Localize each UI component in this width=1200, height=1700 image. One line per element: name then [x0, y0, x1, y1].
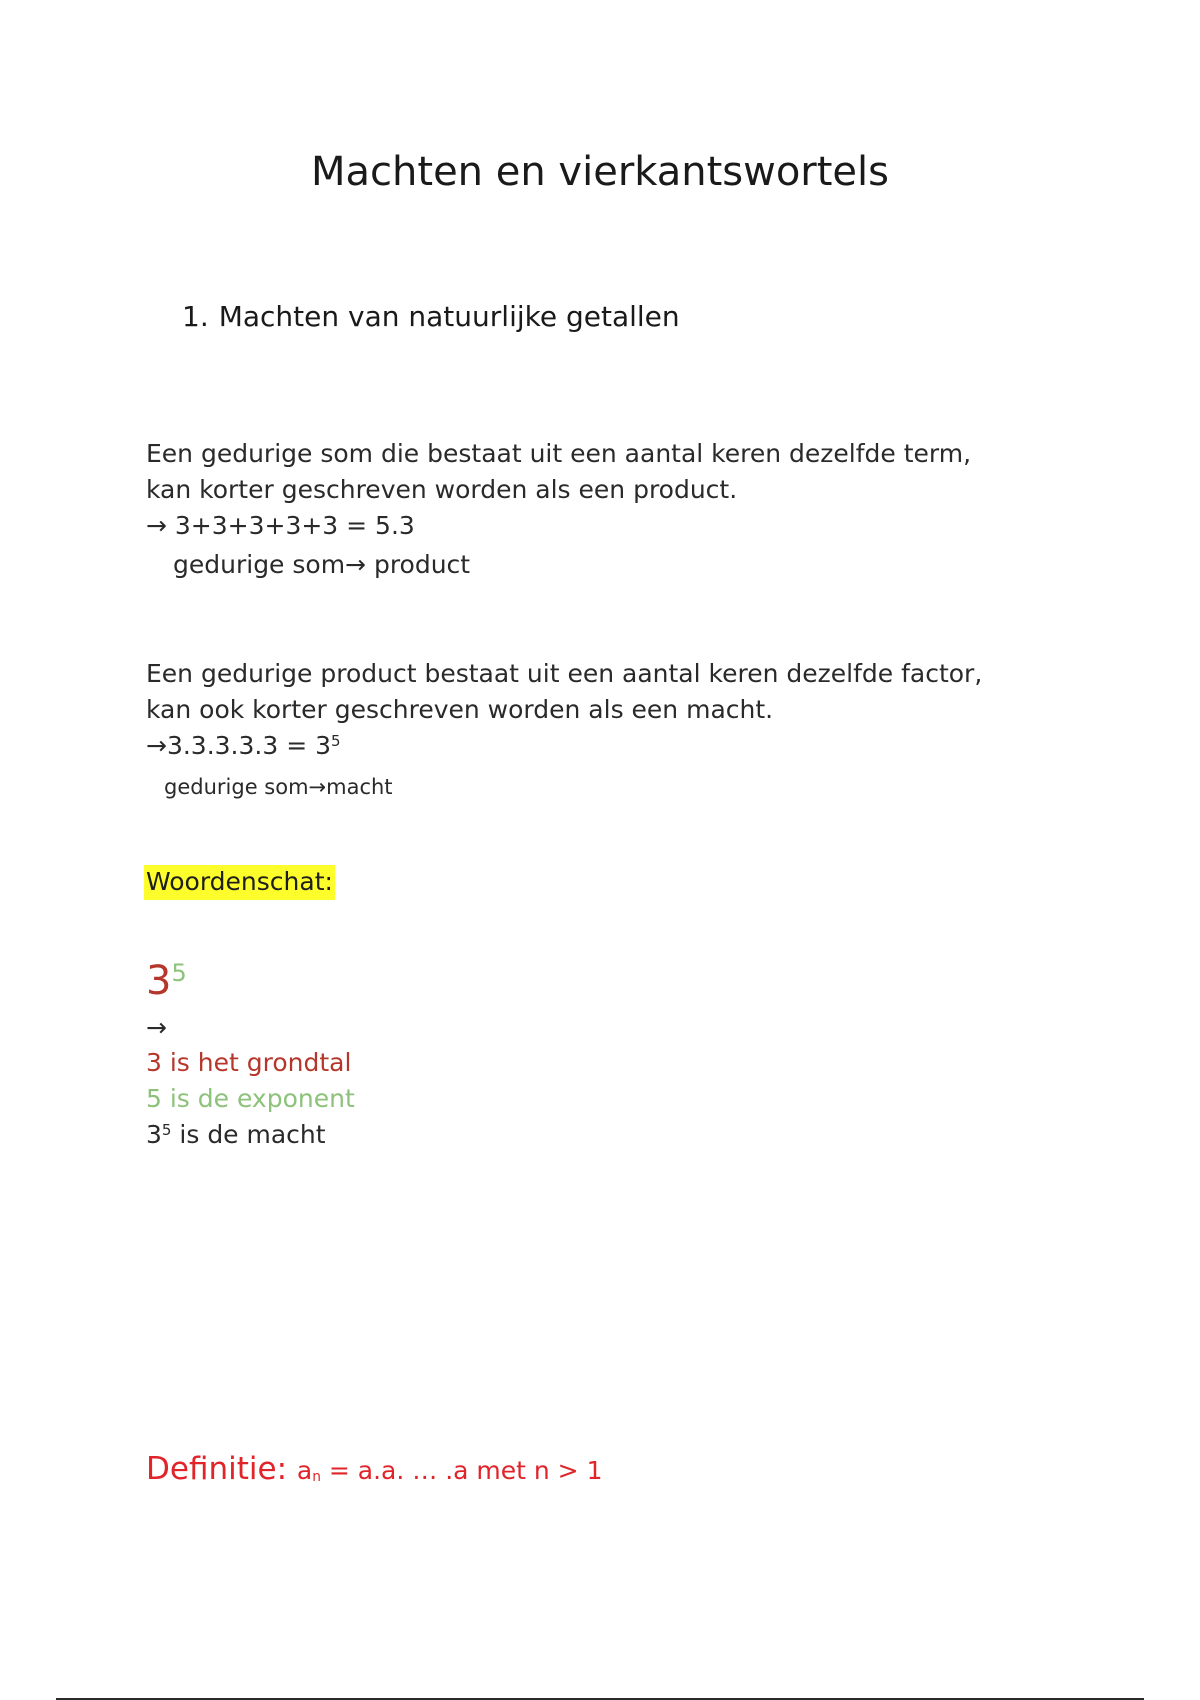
vocabulary-heading: Woordenschat:: [144, 865, 335, 900]
vocabulary-exponent: 5 is de exponent: [146, 1084, 355, 1113]
definition-base: a: [296, 1456, 313, 1485]
vocabulary-macht-exponent: 5: [161, 1120, 172, 1139]
vocabulary-macht: [146, 1117, 326, 1153]
paragraph-2-example-exponent: 5: [331, 731, 341, 750]
section-heading: [182, 300, 680, 334]
paragraph-1-line-1: Een gedurige som die bestaat uit een aantal keren dezelfde term,: [146, 439, 972, 468]
vocabulary-arrow: →: [146, 1013, 167, 1042]
paragraph-2-line-1: Een gedurige product bestaat uit een aantal keren dezelfde factor,: [146, 659, 983, 688]
vocabulary-macht-base: 3: [146, 1120, 162, 1149]
paragraph-1-note: gedurige som→ product: [173, 550, 471, 579]
paragraph-2-example: [146, 728, 341, 764]
vocabulary-power-base: 3: [146, 958, 172, 1004]
definition: [146, 1451, 602, 1489]
definition-label: Definitie:: [146, 1451, 297, 1487]
paragraph-2-line-2: kan ook korter geschreven worden als een macht.: [146, 695, 774, 724]
vocabulary-macht-rest: is de macht: [171, 1120, 326, 1149]
paragraph-2-example-base: →3.3.3.3.3 = 3: [146, 731, 332, 760]
vocabulary-grondtal: 3 is het grondtal: [146, 1048, 352, 1077]
vocabulary-power-exponent: 5: [171, 958, 187, 987]
section-heading-text: Machten van natuurlijke getallen: [218, 300, 680, 333]
page-title: Machten en vierkantswortels: [311, 149, 889, 195]
paragraph-2-note: gedurige som→macht: [164, 775, 393, 799]
definition-subscript: n: [312, 1469, 321, 1486]
paragraph-1-line-2: kan korter geschreven worden als een product.: [146, 475, 738, 504]
vocabulary-power: [146, 957, 187, 1005]
section-number: 1.: [182, 300, 209, 333]
definition-rest: = a.a. … .a met n > 1: [320, 1456, 603, 1485]
vocabulary-heading-wrap: [144, 864, 335, 900]
paragraph-1-example: → 3+3+3+3+3 = 5.3: [146, 511, 415, 540]
